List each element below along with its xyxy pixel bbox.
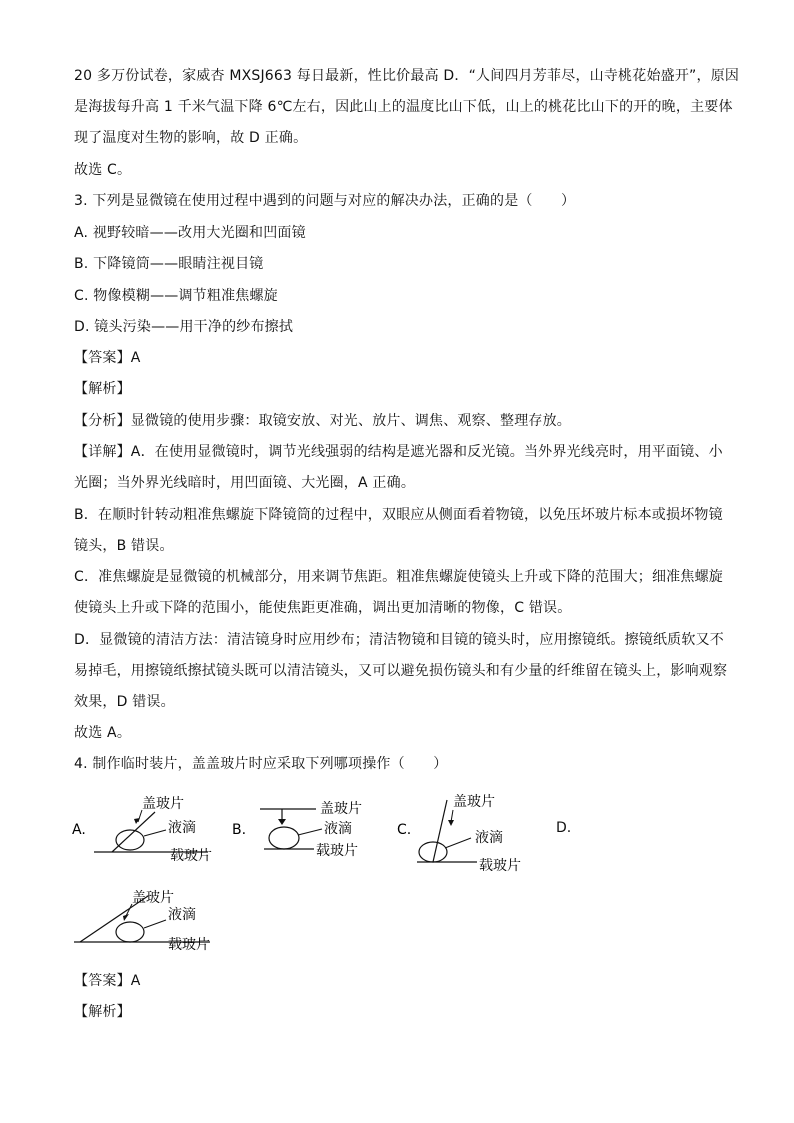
- drop-label: 液滴: [475, 830, 503, 846]
- coverslip-diagram-b: [232, 797, 372, 862]
- detail-text: 使镜头上升或下降的范围小，能使焦距更准确，调出更加清晰的物像，C 错误。: [74, 600, 572, 616]
- figure-option-a: [70, 790, 230, 865]
- selection-text: 故选 A。: [74, 725, 132, 741]
- cover-label: 盖玻片: [320, 801, 362, 817]
- slide-label: 载玻片: [479, 858, 521, 874]
- drop-label: 液滴: [168, 907, 196, 923]
- detail-text: 易掉毛，用擦镜纸擦拭镜头既可以清洁镜头，又可以避免损伤镜头和有少量的纤维留在镜头上，影响观察: [74, 663, 728, 679]
- answer-label: 【答案】A: [74, 973, 141, 989]
- figure-option-b: [232, 797, 372, 862]
- detail-text: 光圈；当外界光线暗时，用凹面镜、大光圈，A 正确。: [74, 475, 416, 491]
- analysis-label: 【解析】: [74, 1004, 131, 1020]
- option-label: A.: [72, 822, 86, 838]
- cover-label: 盖玻片: [132, 890, 174, 906]
- question-3-option-b: B. 下降镜筒——眼睛注视目镜: [74, 256, 264, 272]
- detail-text: C．准焦螺旋是显微镜的机械部分，用来调节焦距。粗准焦螺旋使镜头上升或下降的范围大；细准焦螺旋: [74, 569, 723, 585]
- question-3-stem: 3. 下列是显微镜在使用过程中遇到的问题与对应的解决办法，正确的是（ ）: [74, 193, 576, 209]
- figure-option-c: [395, 790, 535, 872]
- coverslip-diagram-a: [70, 790, 230, 865]
- coverslip-diagram-c: [395, 790, 535, 872]
- drop-label: 液滴: [324, 821, 352, 837]
- analysis-text: 【分析】显微镜的使用步骤：取镜安放、对光、放片、调焦、观察、整理存放。: [74, 413, 571, 429]
- cover-label: 盖玻片: [453, 794, 495, 810]
- question-3-option-d: D. 镜头污染——用干净的纱布擦拭: [74, 319, 294, 335]
- answer-label: 【答案】A: [74, 350, 141, 366]
- question-3-option-a: A. 视野较暗——改用大光圈和凹面镜: [74, 225, 306, 241]
- slide-label: 载玻片: [170, 848, 212, 864]
- detail-text: 镜头，B 错误。: [74, 538, 174, 554]
- option-label: C.: [397, 822, 412, 838]
- question-3-option-c: C. 物像模糊——调节粗准焦螺旋: [74, 288, 278, 304]
- analysis-label: 【解析】: [74, 381, 131, 397]
- drop-label: 液滴: [168, 820, 196, 836]
- figure-option-d-label: D.: [556, 820, 572, 836]
- detail-text: B．在顺时针转动粗准焦螺旋下降镜筒的过程中，双眼应从侧面看着物镜，以免压坏玻片标本或损坏物镜: [74, 507, 723, 523]
- cover-label: 盖玻片: [142, 796, 184, 812]
- detail-text: 效果，D 错误。: [74, 694, 175, 710]
- question-4-stem: 4. 制作临时装片，盖盖玻片时应采取下列哪项操作（ ）: [74, 756, 448, 772]
- detail-text: 【详解】A．在使用显微镜时，调节光线强弱的结构是遮光器和反光镜。当外界光线亮时，用平面镜、小: [74, 444, 723, 460]
- coverslip-diagram-d: [70, 886, 230, 956]
- text-line: 20 多万份试卷，家威杏 MXSJ663 每日最新，性比价最高 D．“人间四月芳菲尽，山寺桃花始盛开”，原因: [74, 68, 740, 84]
- text-line: 是海拔每升高 1 千米气温下降 6℃左右，因此山上的温度比山下低，山上的桃花比山下的开的晚，主要体: [74, 99, 733, 115]
- text-line: 现了温度对生物的影响，故 D 正确。: [74, 130, 308, 146]
- option-label: B.: [232, 822, 247, 838]
- slide-label: 载玻片: [168, 937, 210, 953]
- text-line: 故选 C。: [74, 162, 132, 178]
- slide-label: 载玻片: [316, 843, 358, 859]
- figure-option-d: [70, 886, 230, 956]
- detail-text: D．显微镜的清洁方法：清洁镜身时应用纱布；清洁物镜和目镜的镜头时，应用擦镜纸。擦镜纸质软又不: [74, 632, 724, 648]
